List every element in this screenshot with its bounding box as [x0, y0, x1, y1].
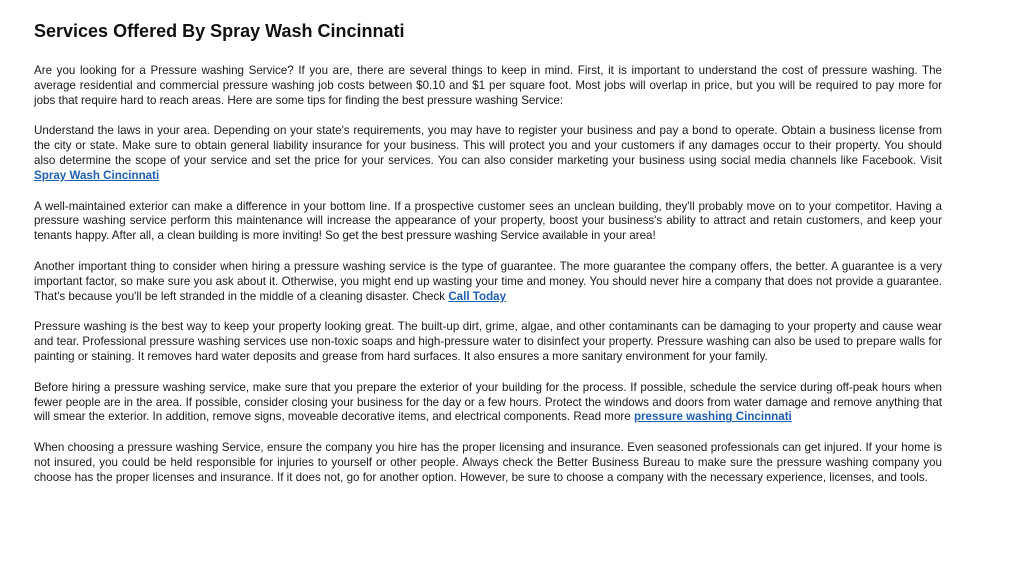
pressure-washing-cincinnati-link[interactable]: pressure washing Cincinnati: [633, 410, 792, 424]
paragraph-licensing: [34, 441, 942, 485]
paragraph-text: Before hiring a pressure washing service, make sure that you prepare the exterior of your building for the process. If possible, schedule the service during off-peak hours when fewer people are in the area. If possible, consider closing your business for the day or a few hours. Protect the windows and doors from water damage and remove anything that will smear the exterior. In addition, remove signs, moveable decorative items, and electrical components. Read more: [34, 380, 942, 424]
paragraph-cost: [34, 64, 942, 108]
spray-wash-cincinnati-link[interactable]: Spray Wash Cincinnati: [34, 168, 160, 182]
paragraph-text: Are you looking for a Pressure washing Service? If you are, there are several things to keep in mind. First, it is important to understand the cost of pressure washing. The average residential and commercial pressure washing job costs between $0.10 and $1 per square foot. Most jobs will overlap in price, but you will be required to pay more for jobs that require hard to reach areas. Here are some tips for finding the best pressure washing Service:: [34, 64, 942, 107]
paragraph-exterior: [34, 200, 942, 244]
page-title: Services Offered By Spray Wash Cincinnati: [34, 21, 405, 41]
paragraph-text: Pressure washing is the best way to keep your property looking great. The built-up dirt, grime, algae, and other contaminants can be damaging to your property and cause wear and tear. Professional pressure washing services use non-toxic soaps and high-pressure water to disinfect your property. Pressure washing can also be used to prepare walls for painting or staining. It removes hard water deposits and grease from hard surfaces. It also ensures a more sanitary environment for your family.: [34, 320, 942, 363]
paragraph-laws: [34, 124, 942, 183]
document-page: [34, 18, 942, 486]
paragraph-benefits: [34, 320, 942, 364]
paragraph-text: Understand the laws in your area. Depending on your state's requirements, you may have to register your business and pay a bond to operate. Obtain a business license from the city or state. Make sure to obtain general liability insurance for your business. This will protect you and your customers if any damages occur to their property. You should also determine the scope of your service and set the price for your services. You can also consider marketing your business using social media channels like Facebook. Visit: [34, 124, 942, 167]
paragraph-preparation: [34, 381, 942, 425]
paragraph-text: Another important thing to consider when hiring a pressure washing service is the type of guarantee. The more guarantee the company offers, the better. A guarantee is a very important factor, so make sure you ask about it. Otherwise, you might end up wasting your time and money. You should never hire a company that does not provide a guarantee. That's because you'll be left stranded in the middle of a cleaning disaster. Check: [34, 259, 942, 303]
paragraph-text: When choosing a pressure washing Service, ensure the company you hire has the proper licensing and insurance. Even seasoned professionals can get injured. If your home is not insured, you could be held responsible for injuries to yourself or other people. Always check the Better Business Bureau to make sure the pressure washing company you choose has the proper licenses and insurance. If it does not, go for another option. However, be sure to choose a company with the necessary experience, licenses, and tools.: [34, 441, 942, 484]
paragraph-text: A well-maintained exterior can make a difference in your bottom line. If a prospective customer sees an unclean building, they'll probably move on to your competitor. Having a pressure washing service perform this maintenance will increase the appearance of your property, boost your business's ability to attract and retain customers, and keep your tenants happy. After all, a clean building is more inviting! So get the best pressure washing Service available in your area!: [34, 199, 942, 243]
paragraph-guarantee: [34, 260, 942, 304]
call-today-link[interactable]: Call Today: [448, 289, 507, 303]
